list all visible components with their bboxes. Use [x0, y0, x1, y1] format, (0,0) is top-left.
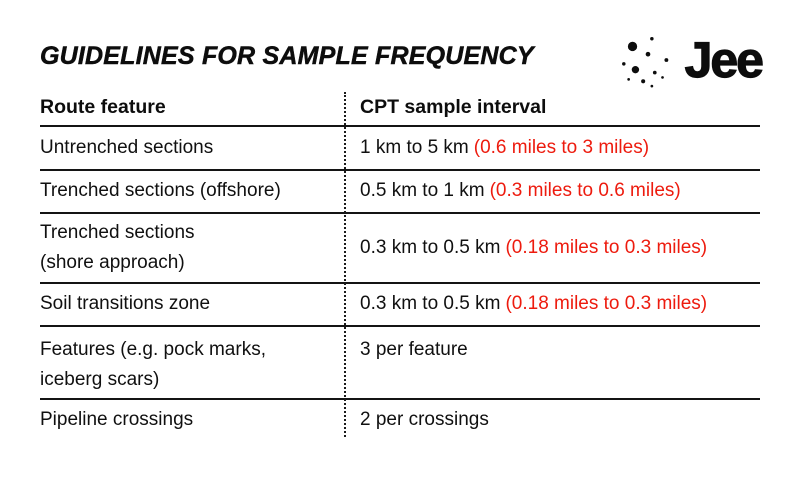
interval-cell [344, 176, 760, 206]
route-feature-text: Features (e.g. pock marks, [40, 339, 266, 360]
route-feature-text-line2: iceberg scars) [40, 369, 160, 391]
interval-miles-text: (0.18 miles to 0.3 miles) [505, 236, 708, 258]
interval-cell [344, 405, 760, 435]
route-feature-text: Trenched sections (offshore) [40, 180, 281, 202]
route-feature-cell [40, 405, 344, 435]
interval-km-text: 2 per crossings [360, 408, 489, 430]
jee-logo-wordmark: Jee [684, 32, 762, 88]
interval-cell [344, 327, 760, 365]
table-row [40, 171, 760, 214]
interval-km-text: 0.5 km to 1 km [360, 180, 485, 202]
table-row [40, 127, 760, 171]
column-divider-line [344, 92, 346, 437]
interval-km-text: 0.3 km to 0.5 km [360, 293, 501, 315]
route-feature-text: Untrenched sections [40, 136, 214, 158]
column-header-route-feature: Route feature [40, 95, 166, 118]
route-feature-cell [40, 218, 344, 279]
table-row [40, 400, 760, 440]
route-feature-text: Trenched sections [40, 221, 195, 243]
jee-logo-dots-icon [613, 30, 683, 90]
sample-frequency-table [40, 90, 760, 440]
route-feature-cell [40, 133, 344, 163]
route-feature-text: Pipeline crossings [40, 408, 194, 430]
route-feature-text-line2: (shore approach) [40, 252, 185, 273]
table-row [40, 284, 760, 327]
interval-miles-text: (0.3 miles to 0.6 miles) [489, 180, 681, 202]
interval-km-text: 1 km to 5 km [360, 136, 469, 158]
route-feature-cell [40, 327, 344, 396]
table-row [40, 327, 760, 400]
interval-cell [344, 233, 760, 263]
interval-cell [344, 289, 760, 319]
route-feature-cell [40, 176, 344, 206]
route-feature-text: Soil transitions zone [40, 293, 211, 315]
interval-km-text: 3 per feature [360, 339, 468, 360]
table-header-row [40, 90, 760, 127]
page-title: GUIDELINES FOR SAMPLE FREQUENCY [40, 42, 534, 70]
column-header-cpt-sample-interval: CPT sample interval [360, 95, 547, 118]
interval-km-text: 0.3 km to 0.5 km [360, 236, 501, 258]
interval-miles-text: (0.18 miles to 0.3 miles) [505, 293, 708, 315]
route-feature-cell [40, 289, 344, 319]
interval-cell [344, 133, 760, 163]
jee-logo [613, 30, 762, 90]
interval-miles-text: (0.6 miles to 3 miles) [473, 136, 650, 158]
table-row [40, 214, 760, 284]
